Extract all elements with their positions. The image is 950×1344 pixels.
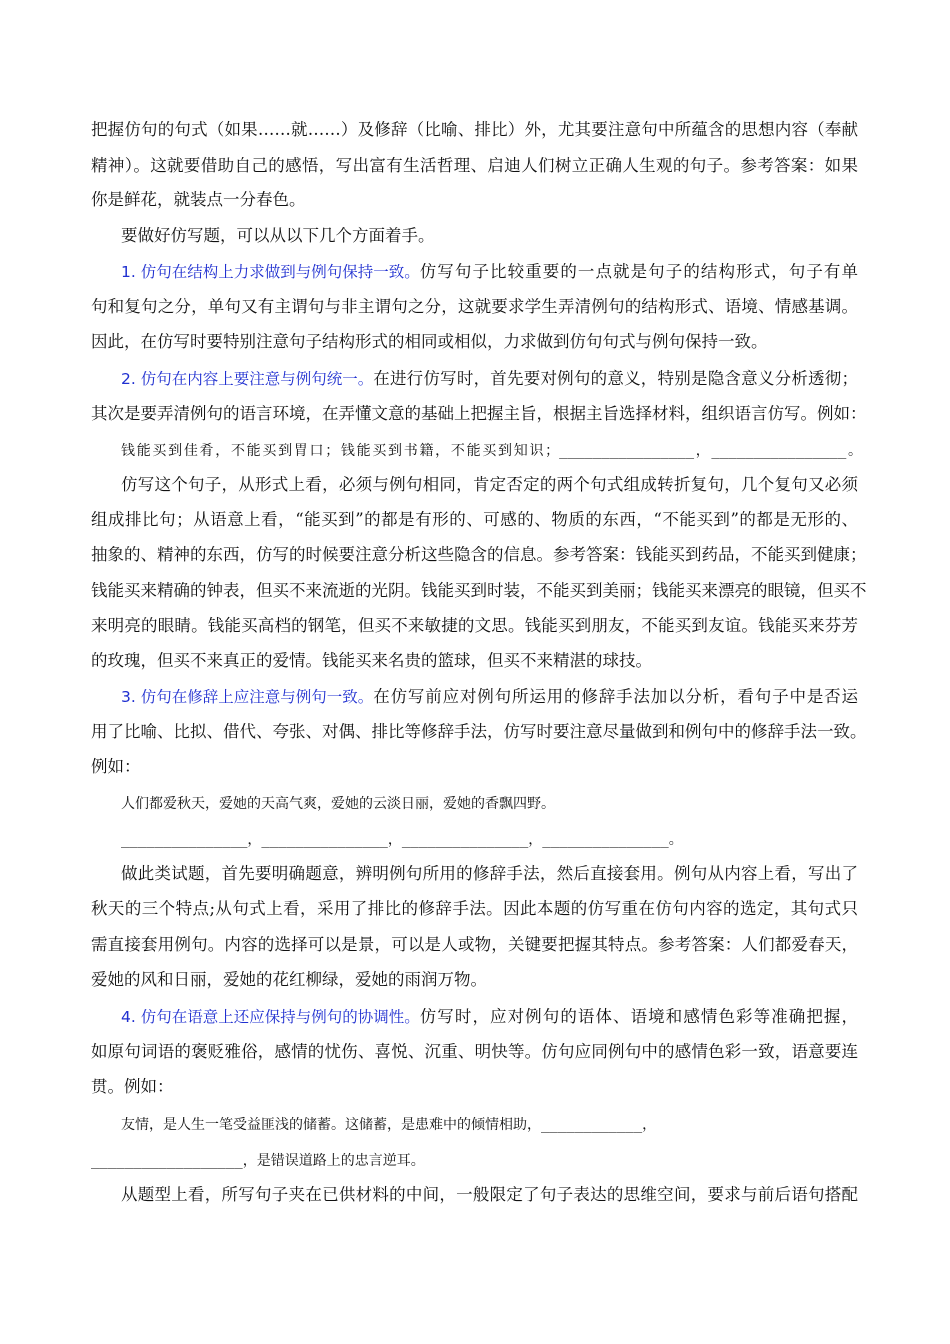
paragraph-text: 在仿写前应对例句所运用的修辞手法加以分析，看句子中是否运 — [373, 687, 858, 706]
paragraph-text: 仿写时，应对例句的语体、语境和感情色彩等准确把握， — [419, 1007, 858, 1026]
section-heading-1: 1. 仿句在结构上力求做到与例句保持一致。 — [121, 263, 420, 281]
paragraph-line: 因此，在仿写时要特别注意句子结构形式的相同或相似，力求做到仿句句式与例句保持一致。 — [91, 332, 768, 351]
paragraph-line — [121, 260, 858, 284]
paragraph-line: 从题型上看，所写句子夹在已供材料的中间，一般限定了句子表达的思维空间，要求与前后语句搭配 — [121, 1185, 858, 1204]
paragraph-line: 句和复句之分，单句又有主谓句与非主谓句之分，这就要求学生弄清例句的结构形式、语境、情感基调。 — [91, 297, 858, 316]
example-sentence: 人们都爱秋天，爱她的天高气爽，爱她的云淡日丽，爱她的香飘四野。 — [121, 796, 555, 812]
example-sentence: 钱能买到佳肴，不能买到胃口；钱能买到书籍，不能买到知识；________________，________________。 — [121, 443, 862, 459]
paragraph-line: 抽象的、精神的东西，仿写的时候要注意分析这些隐含的信息。参考答案：钱能买到药品，不能买到健康； — [91, 545, 867, 564]
paragraph-line: 组成排比句；从语意上看，“能买到”的都是有形的、可感的、物质的东西，“不能买到”的都是无形的、 — [91, 510, 858, 529]
paragraph-line: 例如： — [91, 757, 141, 776]
paragraph-line: 来明亮的眼睛。钱能买高档的钢笔，但买不来敏捷的文思。钱能买到朋友，不能买到友谊。钱能买来芬芳 — [91, 616, 858, 635]
paragraph-line: 仿写这个句子，从形式上看，必须与例句相同，肯定否定的两个句式组成转折复句，几个复句又必须 — [121, 475, 858, 494]
paragraph-line — [121, 367, 858, 391]
paragraph-line: 如原句词语的褒贬雅俗，感情的忧伤、喜悦、沉重、明快等。仿句应同例句中的感情色彩一致，语意要连 — [91, 1042, 858, 1061]
example-sentence: __________________，是错误道路上的忠言逆耳。 — [91, 1153, 425, 1169]
paragraph-line: 把握仿句的句式（如果……就……）及修辞（比喻、排比）外，尤其要注意句中所蕴含的思想内容（奉献 — [91, 120, 858, 139]
answer-blanks: _______________，_______________，_______________，_______________。 — [121, 832, 683, 848]
paragraph-line: 精神）。这就要借助自己的感悟，写出富有生活哲理、启迪人们树立正确人生观的句子。参考答案：如果 — [91, 156, 858, 175]
section-heading-3: 3. 仿句在修辞上应注意与例句一致。 — [121, 688, 374, 706]
paragraph-line — [121, 1005, 858, 1029]
paragraph-line: 用了比喻、比拟、借代、夸张、对偶、排比等修辞手法，仿写时要注意尽量做到和例句中的修辞手法一致。 — [91, 722, 867, 741]
paragraph-line: 要做好仿写题，可以从以下几个方面着手。 — [121, 226, 435, 245]
paragraph-line: 其次是要弄清例句的语言环境，在弄懂文意的基础上把握主旨，根据主旨选择材料，组织语言仿写。例如： — [91, 404, 867, 423]
paragraph-line: 秋天的三个特点;从句式上看，采用了排比的修辞手法。因此本题的仿写重在仿句内容的选定，其句式只 — [91, 899, 858, 918]
paragraph-line — [121, 685, 858, 709]
paragraph-text: 在进行仿写时，首先要对例句的意义，特别是隐含意义分析透彻； — [373, 369, 858, 388]
paragraph-line: 你是鲜花，就装点一分春色。 — [91, 190, 306, 209]
paragraph-line: 爱她的风和日丽，爱她的花红柳绿，爱她的雨润万物。 — [91, 970, 487, 989]
paragraph-line: 钱能买来精确的钟表，但买不来流逝的光阴。钱能买到时装，不能买到美丽；钱能买来漂亮的眼镜，但买不 — [91, 581, 867, 600]
paragraph-text: 仿写句子比较重要的一点就是句子的结构形式，句子有单 — [419, 262, 858, 281]
example-sentence: 友情，是人生一笔受益匪浅的储蓄。这储蓄，是患难中的倾情相助，____________， — [121, 1117, 657, 1133]
section-heading-4: 4. 仿句在语意上还应保持与例句的协调性。 — [121, 1008, 420, 1026]
paragraph-line: 做此类试题，首先要明确题意，辨明例句所用的修辞手法，然后直接套用。例句从内容上看，写出了 — [121, 864, 858, 883]
section-heading-2: 2. 仿句在内容上要注意与例句统一。 — [121, 370, 374, 388]
paragraph-line: 的玫瑰，但买不来真正的爱情。钱能买来名贵的篮球，但买不来精湛的球技。 — [91, 651, 652, 670]
paragraph-line: 贯。例如： — [91, 1077, 174, 1096]
paragraph-line: 需直接套用例句。内容的选择可以是景，可以是人或物，关键要把握其特点。参考答案：人们都爱春天， — [91, 935, 858, 954]
